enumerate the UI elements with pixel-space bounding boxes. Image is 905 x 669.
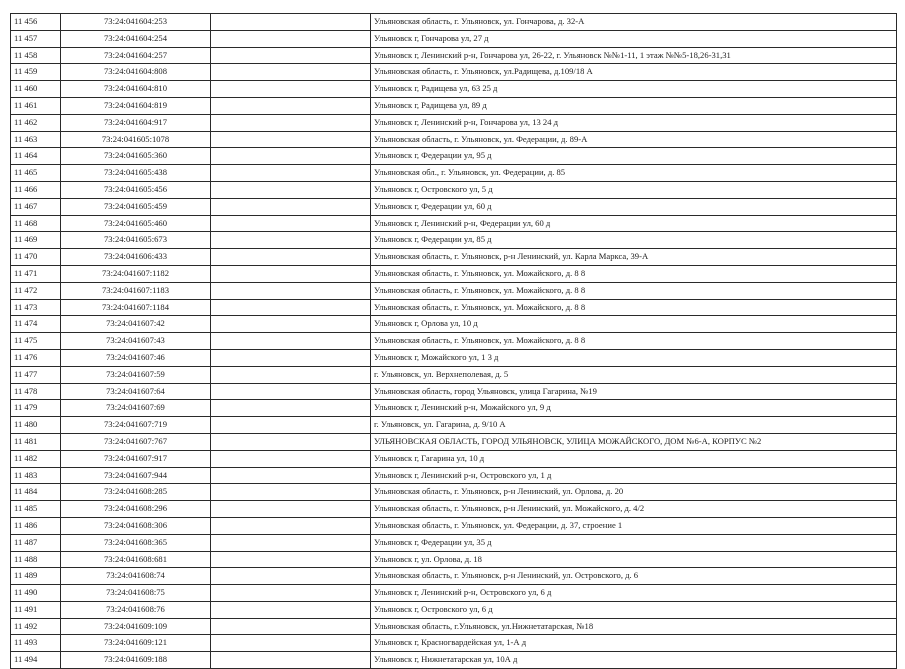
cadastral-number-cell: 73:24:041607:42 (61, 316, 211, 333)
empty-cell (211, 534, 371, 551)
row-number-cell: 11 481 (11, 433, 61, 450)
address-cell: Ульяновск г, Гончарова ул, 27 д (371, 30, 897, 47)
address-cell: Ульяновск г, Ленинский р-н, Гончарова ул, 13 24 д (371, 114, 897, 131)
cadastral-number-cell: 73:24:041607:43 (61, 333, 211, 350)
row-number-cell: 11 484 (11, 484, 61, 501)
cadastral-number-cell: 73:24:041607:1183 (61, 282, 211, 299)
row-number-cell: 11 472 (11, 282, 61, 299)
empty-cell (211, 333, 371, 350)
row-number-cell: 11 483 (11, 467, 61, 484)
row-number-cell: 11 469 (11, 232, 61, 249)
cadastral-number-cell: 73:24:041605:360 (61, 148, 211, 165)
address-cell: г. Ульяновск, ул. Верхнеполевая, д. 5 (371, 366, 897, 383)
address-cell: Ульяновск г, Ленинский р-н, Федерации ул, 60 д (371, 215, 897, 232)
row-number-cell: 11 474 (11, 316, 61, 333)
row-number-cell: 11 485 (11, 501, 61, 518)
address-cell: Ульяновск г, Радищева ул, 63 25 д (371, 81, 897, 98)
address-cell: Ульяновск г, Красногвардейская ул, 1-А д (371, 635, 897, 652)
cadastral-number-cell: 73:24:041605:438 (61, 165, 211, 182)
table-row (11, 148, 897, 165)
table-row (11, 400, 897, 417)
row-number-cell: 11 494 (11, 652, 61, 669)
cadastral-number-cell: 73:24:041609:188 (61, 652, 211, 669)
empty-cell (211, 585, 371, 602)
row-number-cell: 11 468 (11, 215, 61, 232)
empty-cell (211, 551, 371, 568)
table-row (11, 585, 897, 602)
address-cell: Ульяновск г, Радищева ул, 89 д (371, 97, 897, 114)
empty-cell (211, 148, 371, 165)
cadastral-number-cell: 73:24:041607:767 (61, 433, 211, 450)
row-number-cell: 11 462 (11, 114, 61, 131)
table-row (11, 349, 897, 366)
empty-cell (211, 601, 371, 618)
cadastral-number-cell: 73:24:041604:253 (61, 14, 211, 31)
cadastral-number-cell: 73:24:041604:808 (61, 64, 211, 81)
address-cell: УЛЬЯНОВСКАЯ ОБЛАСТЬ, ГОРОД УЛЬЯНОВСК, УЛИЦА МОЖАЙСКОГО, ДОМ №6-А, КОРПУС №2 (371, 433, 897, 450)
empty-cell (211, 400, 371, 417)
address-cell: Ульяновская обл., г. Ульяновск, ул. Федерации, д. 85 (371, 165, 897, 182)
table-row (11, 299, 897, 316)
empty-cell (211, 484, 371, 501)
empty-cell (211, 282, 371, 299)
row-number-cell: 11 477 (11, 366, 61, 383)
address-cell: Ульяновская область, г. Ульяновск, ул.Радищева, д.109/18 А (371, 64, 897, 81)
cadastral-number-cell: 73:24:041604:257 (61, 47, 211, 64)
empty-cell (211, 81, 371, 98)
table-row (11, 517, 897, 534)
row-number-cell: 11 473 (11, 299, 61, 316)
address-cell: Ульяновская область, г. Ульяновск, ул. Можайского, д. 8 8 (371, 333, 897, 350)
address-cell: Ульяновская область, г. Ульяновск, ул. Можайского, д. 8 8 (371, 299, 897, 316)
table-row (11, 249, 897, 266)
address-cell: Ульяновская область, г. Ульяновск, р-н Ленинский, ул. Карла Маркса, 39-А (371, 249, 897, 266)
cadastral-number-cell: 73:24:041605:1078 (61, 131, 211, 148)
address-cell: Ульяновская область, г. Ульяновск, р-н Ленинский, ул. Орлова, д. 20 (371, 484, 897, 501)
empty-cell (211, 114, 371, 131)
row-number-cell: 11 491 (11, 601, 61, 618)
empty-cell (211, 433, 371, 450)
table-row (11, 484, 897, 501)
empty-cell (211, 467, 371, 484)
address-cell: Ульяновск г, Федерации ул, 35 д (371, 534, 897, 551)
address-cell: Ульяновск г, Островского ул, 6 д (371, 601, 897, 618)
cadastral-registry-table (10, 13, 897, 669)
empty-cell (211, 299, 371, 316)
address-cell: Ульяновская область, г. Ульяновск, ул. Федерации, д. 89-А (371, 131, 897, 148)
row-number-cell: 11 488 (11, 551, 61, 568)
cadastral-number-cell: 73:24:041604:917 (61, 114, 211, 131)
cadastral-number-cell: 73:24:041605:460 (61, 215, 211, 232)
cadastral-number-cell: 73:24:041605:459 (61, 198, 211, 215)
table-row (11, 618, 897, 635)
table-row (11, 131, 897, 148)
row-number-cell: 11 467 (11, 198, 61, 215)
table-row (11, 232, 897, 249)
row-number-cell: 11 466 (11, 181, 61, 198)
empty-cell (211, 131, 371, 148)
cadastral-number-cell: 73:24:041607:1182 (61, 265, 211, 282)
empty-cell (211, 14, 371, 31)
table-row (11, 97, 897, 114)
row-number-cell: 11 492 (11, 618, 61, 635)
cadastral-number-cell: 73:24:041605:673 (61, 232, 211, 249)
empty-cell (211, 47, 371, 64)
row-number-cell: 11 457 (11, 30, 61, 47)
table-row (11, 282, 897, 299)
table-row (11, 652, 897, 669)
address-cell: Ульяновск г, Гагарина ул, 10 д (371, 450, 897, 467)
table-row (11, 366, 897, 383)
row-number-cell: 11 480 (11, 417, 61, 434)
cadastral-number-cell: 73:24:041608:306 (61, 517, 211, 534)
table-row (11, 14, 897, 31)
address-cell: Ульяновск г, Ленинский р-н, Островского ул, 6 д (371, 585, 897, 602)
row-number-cell: 11 461 (11, 97, 61, 114)
table-row (11, 635, 897, 652)
table-row (11, 30, 897, 47)
table-row (11, 551, 897, 568)
table-row (11, 383, 897, 400)
address-cell: Ульяновск г, Островского ул, 5 д (371, 181, 897, 198)
cadastral-number-cell: 73:24:041609:121 (61, 635, 211, 652)
table-row (11, 114, 897, 131)
address-cell: Ульяновск г, Ленинский р-н, Островского ул, 1 д (371, 467, 897, 484)
empty-cell (211, 618, 371, 635)
address-cell: Ульяновская область, г. Ульяновск, р-н Ленинский, ул. Островского, д. 6 (371, 568, 897, 585)
empty-cell (211, 215, 371, 232)
address-cell: Ульяновская область, г. Ульяновск, р-н Ленинский, ул. Можайского, д. 4/2 (371, 501, 897, 518)
empty-cell (211, 568, 371, 585)
cadastral-number-cell: 73:24:041607:917 (61, 450, 211, 467)
row-number-cell: 11 482 (11, 450, 61, 467)
address-cell: Ульяновская область, г. Ульяновск, ул. Можайского, д. 8 8 (371, 265, 897, 282)
address-cell: Ульяновск г, Федерации ул, 85 д (371, 232, 897, 249)
row-number-cell: 11 470 (11, 249, 61, 266)
table-row (11, 433, 897, 450)
row-number-cell: 11 489 (11, 568, 61, 585)
row-number-cell: 11 475 (11, 333, 61, 350)
cadastral-number-cell: 73:24:041607:64 (61, 383, 211, 400)
table-row (11, 534, 897, 551)
cadastral-number-cell: 73:24:041607:46 (61, 349, 211, 366)
table-row (11, 47, 897, 64)
row-number-cell: 11 463 (11, 131, 61, 148)
cadastral-number-cell: 73:24:041608:76 (61, 601, 211, 618)
row-number-cell: 11 471 (11, 265, 61, 282)
table-row (11, 467, 897, 484)
empty-cell (211, 517, 371, 534)
address-cell: Ульяновская область, г. Ульяновск, ул. Гончарова, д. 32-А (371, 14, 897, 31)
table-row (11, 450, 897, 467)
row-number-cell: 11 493 (11, 635, 61, 652)
address-cell: г. Ульяновск, ул. Гагарина, д. 9/10 А (371, 417, 897, 434)
row-number-cell: 11 460 (11, 81, 61, 98)
empty-cell (211, 450, 371, 467)
empty-cell (211, 366, 371, 383)
address-cell: Ульяновск г, Ленинский р-н, Гончарова ул, 26-22, г. Ульяновск №№1-11, 1 этаж №№5-18,26-31,31 (371, 47, 897, 64)
table-row (11, 181, 897, 198)
cadastral-number-cell: 73:24:041604:254 (61, 30, 211, 47)
row-number-cell: 11 459 (11, 64, 61, 81)
table-row (11, 417, 897, 434)
cadastral-number-cell: 73:24:041604:819 (61, 97, 211, 114)
row-number-cell: 11 479 (11, 400, 61, 417)
cadastral-number-cell: 73:24:041607:719 (61, 417, 211, 434)
empty-cell (211, 501, 371, 518)
empty-cell (211, 165, 371, 182)
empty-cell (211, 181, 371, 198)
empty-cell (211, 30, 371, 47)
empty-cell (211, 198, 371, 215)
cadastral-number-cell: 73:24:041607:944 (61, 467, 211, 484)
row-number-cell: 11 478 (11, 383, 61, 400)
table-row (11, 316, 897, 333)
row-number-cell: 11 490 (11, 585, 61, 602)
table-row (11, 81, 897, 98)
address-cell: Ульяновск г, Ленинский р-н, Можайского ул, 9 д (371, 400, 897, 417)
row-number-cell: 11 456 (11, 14, 61, 31)
registry-table-body (11, 14, 897, 669)
address-cell: Ульяновск г, ул. Орлова, д. 18 (371, 551, 897, 568)
row-number-cell: 11 458 (11, 47, 61, 64)
table-row (11, 501, 897, 518)
table-row (11, 64, 897, 81)
address-cell: Ульяновская область, г. Ульяновск, ул. Можайского, д. 8 8 (371, 282, 897, 299)
table-row (11, 601, 897, 618)
address-cell: Ульяновская область, город Ульяновск, улица Гагарина, №19 (371, 383, 897, 400)
empty-cell (211, 652, 371, 669)
cadastral-number-cell: 73:24:041608:296 (61, 501, 211, 518)
address-cell: Ульяновская область, г.Ульяновск, ул.Нижнетатарская, №18 (371, 618, 897, 635)
empty-cell (211, 383, 371, 400)
empty-cell (211, 417, 371, 434)
empty-cell (211, 97, 371, 114)
empty-cell (211, 265, 371, 282)
cadastral-number-cell: 73:24:041607:69 (61, 400, 211, 417)
row-number-cell: 11 487 (11, 534, 61, 551)
cadastral-number-cell: 73:24:041609:109 (61, 618, 211, 635)
empty-cell (211, 349, 371, 366)
table-row (11, 198, 897, 215)
cadastral-number-cell: 73:24:041608:285 (61, 484, 211, 501)
empty-cell (211, 232, 371, 249)
table-row (11, 165, 897, 182)
row-number-cell: 11 465 (11, 165, 61, 182)
cadastral-number-cell: 73:24:041608:365 (61, 534, 211, 551)
cadastral-number-cell: 73:24:041605:456 (61, 181, 211, 198)
row-number-cell: 11 476 (11, 349, 61, 366)
row-number-cell: 11 486 (11, 517, 61, 534)
table-row (11, 215, 897, 232)
cadastral-number-cell: 73:24:041606:433 (61, 249, 211, 266)
address-cell: Ульяновск г, Федерации ул, 60 д (371, 198, 897, 215)
address-cell: Ульяновская область, г. Ульяновск, ул. Федерации, д. 37, строение 1 (371, 517, 897, 534)
cadastral-number-cell: 73:24:041608:75 (61, 585, 211, 602)
address-cell: Ульяновск г, Можайского ул, 1 3 д (371, 349, 897, 366)
empty-cell (211, 316, 371, 333)
empty-cell (211, 249, 371, 266)
cadastral-number-cell: 73:24:041604:810 (61, 81, 211, 98)
row-number-cell: 11 464 (11, 148, 61, 165)
cadastral-number-cell: 73:24:041607:59 (61, 366, 211, 383)
table-row (11, 568, 897, 585)
table-row (11, 333, 897, 350)
cadastral-number-cell: 73:24:041608:74 (61, 568, 211, 585)
empty-cell (211, 64, 371, 81)
address-cell: Ульяновск г, Нижнетатарская ул, 10А д (371, 652, 897, 669)
address-cell: Ульяновск г, Федерации ул, 95 д (371, 148, 897, 165)
empty-cell (211, 635, 371, 652)
table-row (11, 265, 897, 282)
cadastral-number-cell: 73:24:041607:1184 (61, 299, 211, 316)
cadastral-number-cell: 73:24:041608:681 (61, 551, 211, 568)
address-cell: Ульяновск г, Орлова ул, 10 д (371, 316, 897, 333)
